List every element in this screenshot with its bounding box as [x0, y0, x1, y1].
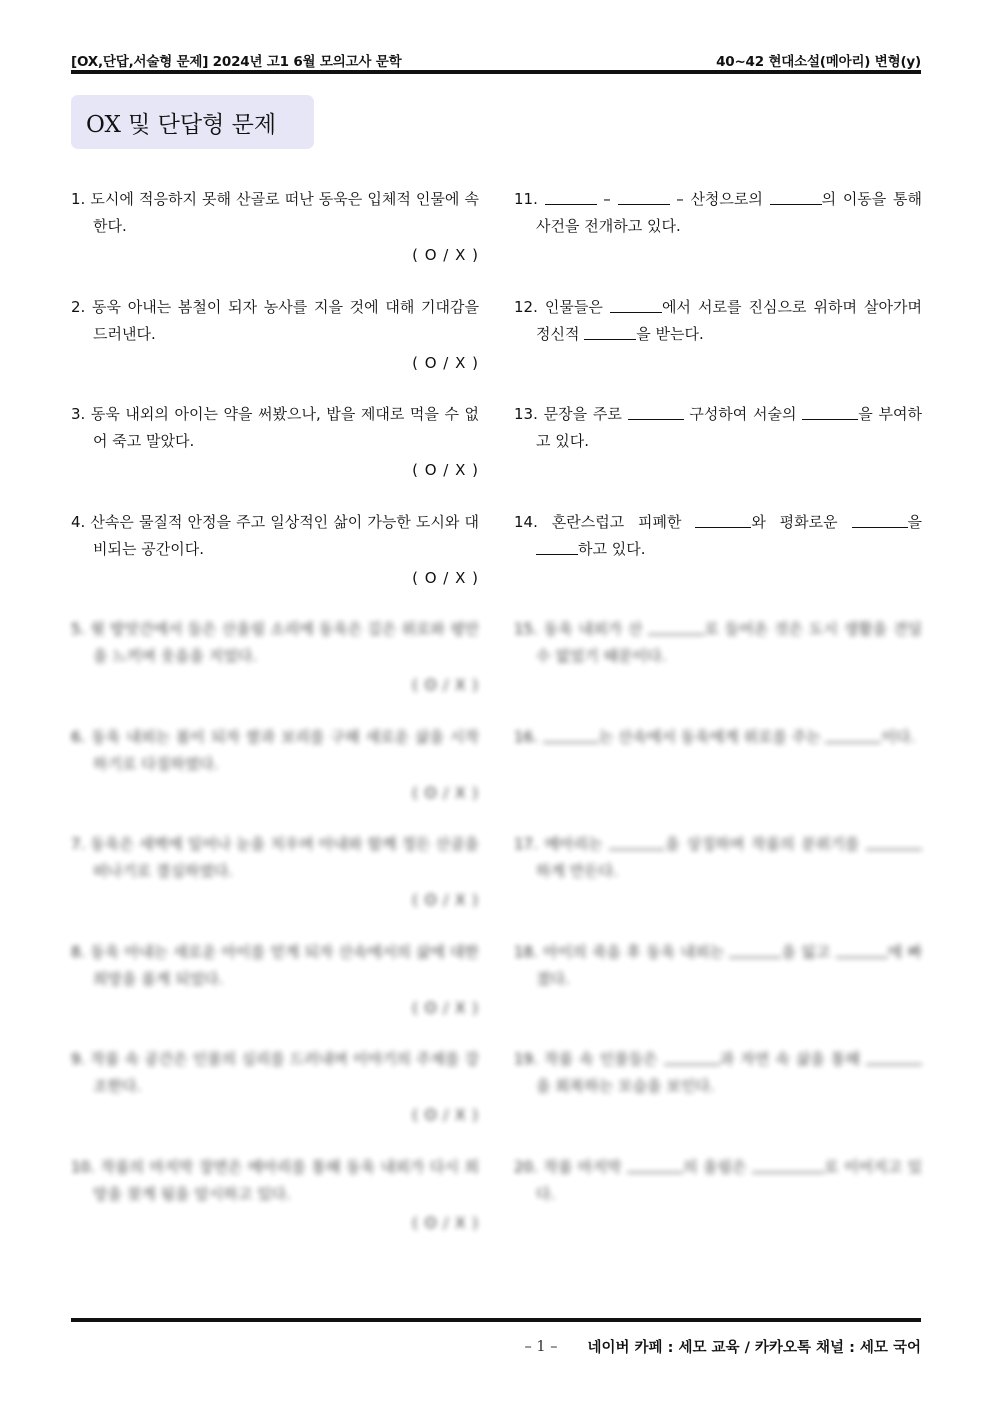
short-answer-item	[514, 831, 922, 939]
short-answer-text	[514, 509, 922, 563]
question-number: 19.	[514, 1050, 538, 1068]
question-number: 11.	[514, 190, 538, 208]
page-header	[71, 44, 921, 70]
ox-answer-mark[interactable]: ( O / X )	[412, 568, 479, 587]
question-text-segment: 의 이동을 통해 사건을 전개하고 있다.	[536, 190, 922, 235]
question-number: 7.	[71, 835, 86, 853]
short-answer-text	[514, 1154, 922, 1208]
question-number: 12.	[514, 297, 538, 316]
ox-question-text	[71, 939, 479, 993]
question-number: 14.	[514, 512, 538, 531]
question-number: 5.	[71, 620, 86, 638]
question-number: 2.	[71, 297, 86, 316]
section-title: OX 및 단답형 문제	[86, 111, 277, 138]
short-answer-text	[514, 831, 922, 885]
ox-question-text	[71, 294, 479, 348]
question-number: 17.	[514, 835, 538, 853]
ox-answer-mark[interactable]: ( O / X )	[412, 353, 479, 372]
short-answer-item	[514, 724, 922, 832]
answer-blank[interactable]	[610, 298, 662, 313]
answer-blank[interactable]	[866, 1050, 922, 1065]
question-text-segment: 로 이어지고 있다.	[536, 1157, 922, 1203]
ox-question-item	[71, 186, 479, 294]
question-body: 동욱 아내는 봄철이 되자 농사를 지을 것에 대해 기대감을 드러낸다.	[92, 297, 479, 343]
header-left-title: [OX,단답,서술형 문제] 2024년 고1 6월 모의고사 문학	[71, 54, 402, 70]
ox-answer-mark[interactable]: ( O / X )	[412, 783, 479, 802]
answer-blank[interactable]	[627, 1158, 683, 1173]
question-text-segment: 하게 만든다.	[536, 862, 618, 880]
question-text-segment: 이다.	[881, 727, 916, 746]
question-text-segment: – 산청으로의	[669, 190, 770, 208]
ox-question-item	[71, 294, 479, 402]
short-answer-text	[514, 1046, 922, 1100]
short-answer-item	[514, 509, 922, 617]
ox-answer-mark[interactable]: ( O / X )	[412, 676, 479, 694]
question-number: 1.	[71, 190, 86, 208]
short-answer-text	[514, 401, 922, 455]
page-number: – 1 –	[524, 1338, 558, 1355]
question-body: 윗 방앗간에서 들은 산울림 소리에 동욱은 깊은 위로와 평안을 느끼며 웃음을 지었다.	[90, 620, 479, 665]
question-number: 4.	[71, 512, 86, 531]
question-number: 3.	[71, 405, 86, 423]
header-rule	[71, 70, 921, 74]
short-answer-item	[514, 294, 922, 402]
ox-question-item	[71, 831, 479, 939]
question-body: 동욱은 새벽에 일어나 눈을 치우며 아내와 함께 정든 산골을 떠나기로 결심하였다.	[90, 835, 479, 880]
question-number: 10.	[71, 1157, 95, 1176]
ox-answer-mark[interactable]: ( O / X )	[412, 891, 479, 909]
short-answer-item	[514, 1046, 922, 1154]
answer-blank[interactable]	[802, 405, 858, 420]
answer-blank[interactable]	[852, 513, 908, 528]
question-text-segment: 을 회복하는 모습을 보인다.	[536, 1077, 715, 1095]
ox-question-text	[71, 1154, 479, 1208]
ox-question-text	[71, 401, 479, 455]
question-number: 15.	[514, 620, 538, 638]
ox-question-text	[71, 509, 479, 563]
answer-blank[interactable]	[770, 190, 822, 205]
ox-question-item	[71, 939, 479, 1047]
footer-channel-info: 네이버 카페 : 세모 교육 / 카카오톡 채널 : 세모 국어	[587, 1340, 921, 1356]
question-text-segment: 에 빠졌다.	[536, 942, 923, 988]
question-body: 동욱 아내는 새로운 아이를 얻게 되자 산속에서의 삶에 대한 희망을 품게 되었다.	[90, 942, 479, 988]
answer-blank[interactable]	[648, 620, 704, 635]
question-body: 작품의 마지막 장면은 메아리를 통해 동욱 내외가 다시 희망을 찾게 됨을 암시하고 있다.	[93, 1157, 479, 1203]
header-right-title: 40~42 현대소설(메아리) 변형(y)	[716, 54, 921, 70]
short-answer-item	[514, 1154, 922, 1262]
answer-blank[interactable]	[729, 943, 781, 958]
question-text-segment: 하고 있다.	[578, 539, 646, 558]
question-text-segment: 의 울림은	[682, 1157, 752, 1176]
answer-blank[interactable]	[584, 325, 636, 340]
question-text-segment: 작품 속 인물들은	[543, 1050, 664, 1068]
section-title-box	[71, 95, 314, 149]
short-answer-text	[514, 616, 922, 670]
answer-blank[interactable]	[618, 190, 670, 205]
short-answer-text	[514, 724, 922, 751]
question-text-segment: 을 부여하고 있다.	[536, 405, 922, 450]
short-answer-item	[514, 616, 922, 724]
page-footer	[525, 1336, 921, 1357]
answer-blank[interactable]	[752, 1158, 824, 1173]
short-answer-column	[514, 186, 922, 1261]
question-body: 동욱 내외는 봄이 되자 쌀과 보리를 구해 새로운 삶을 시작하기로 다짐하였다.	[91, 727, 479, 773]
ox-question-item	[71, 724, 479, 832]
ox-question-item	[71, 1154, 479, 1262]
short-answer-text	[514, 186, 922, 240]
question-text-segment: 로 들어온 것은 도시 생활을 견딜 수 없었기 때문이다.	[536, 620, 922, 665]
answer-blank[interactable]	[545, 190, 597, 205]
answer-blank[interactable]	[825, 728, 881, 743]
ox-question-text	[71, 616, 479, 670]
question-text-segment: 을 잃고	[781, 942, 836, 961]
question-text-segment: 혼란스럽고 피폐한	[551, 512, 696, 531]
ox-answer-mark[interactable]: ( O / X )	[412, 998, 479, 1017]
answer-blank[interactable]	[695, 513, 751, 528]
ox-question-item	[71, 401, 479, 509]
ox-answer-mark[interactable]: ( O / X )	[412, 1213, 479, 1232]
answer-blank[interactable]	[628, 405, 684, 420]
question-number: 8.	[71, 942, 86, 961]
question-number: 13.	[514, 405, 538, 423]
ox-question-column	[71, 186, 479, 1261]
short-answer-text	[514, 294, 922, 348]
answer-blank[interactable]	[543, 728, 599, 743]
question-text-segment: 작품 마지막	[543, 1157, 627, 1176]
question-text-segment: 메아리는	[544, 835, 610, 853]
ox-question-item	[71, 1046, 479, 1154]
answer-blank[interactable]	[836, 943, 888, 958]
question-number: 16.	[514, 727, 538, 746]
question-text-segment: 에서 서로를 진심으로 위하며 살아가며 정신적	[536, 297, 922, 343]
question-text-segment: 인물들은	[544, 297, 610, 316]
short-answer-item	[514, 939, 922, 1047]
question-text-segment: 을 받는다.	[636, 324, 704, 343]
ox-question-item	[71, 616, 479, 724]
question-text-segment: 동욱 내외가 산	[543, 620, 649, 638]
question-number: 9.	[71, 1050, 86, 1068]
question-text-segment: 와 평화로운	[751, 512, 852, 531]
question-text-segment: 을 상징하며 작품의 분위기를	[665, 835, 866, 853]
question-body: 산속은 물질적 안정을 주고 일상적인 삶이 가능한 도시와 대비되는 공간이다.	[90, 512, 479, 558]
ox-question-text	[71, 186, 479, 240]
footer-rule	[71, 1318, 921, 1322]
short-answer-item	[514, 186, 922, 294]
ox-question-text	[71, 724, 479, 778]
ox-answer-mark[interactable]: ( O / X )	[412, 461, 479, 479]
ox-question-text	[71, 831, 479, 885]
question-text-segment: 문장을 주로	[543, 405, 628, 423]
question-text-segment: –	[596, 190, 618, 208]
short-answer-text	[514, 939, 922, 993]
question-body: 도시에 적응하지 못해 산골로 떠난 동욱은 입체적 인물에 속한다.	[90, 190, 479, 235]
question-number: 20.	[514, 1157, 538, 1176]
question-text-segment: 과 자연 속 삶을 통해	[719, 1050, 866, 1068]
question-number: 6.	[71, 727, 86, 746]
question-body: 작품 속 공간은 인물의 심리를 드러내며 이야기의 주제를 강조한다.	[90, 1050, 479, 1095]
ox-answer-mark[interactable]: ( O / X )	[412, 246, 479, 264]
question-text-segment: 을	[907, 512, 922, 531]
ox-answer-mark[interactable]: ( O / X )	[412, 1106, 479, 1124]
answer-blank[interactable]	[536, 540, 578, 555]
answer-blank[interactable]	[866, 835, 922, 850]
question-text-segment: 아이의 죽음 후 동욱 내외는	[543, 942, 730, 961]
ox-question-item	[71, 509, 479, 617]
answer-blank[interactable]	[664, 1050, 720, 1065]
question-text-segment: 는 산속에서 동욱에게 위로를 주는	[598, 727, 826, 746]
question-text-segment: 구성하여 서술의	[683, 405, 803, 423]
ox-question-text	[71, 1046, 479, 1100]
short-answer-item	[514, 401, 922, 509]
answer-blank[interactable]	[609, 835, 665, 850]
question-body: 동욱 내외의 아이는 약을 써봤으나, 밥을 제대로 먹을 수 없어 죽고 말았다.	[90, 405, 480, 450]
question-number: 18.	[514, 942, 538, 961]
